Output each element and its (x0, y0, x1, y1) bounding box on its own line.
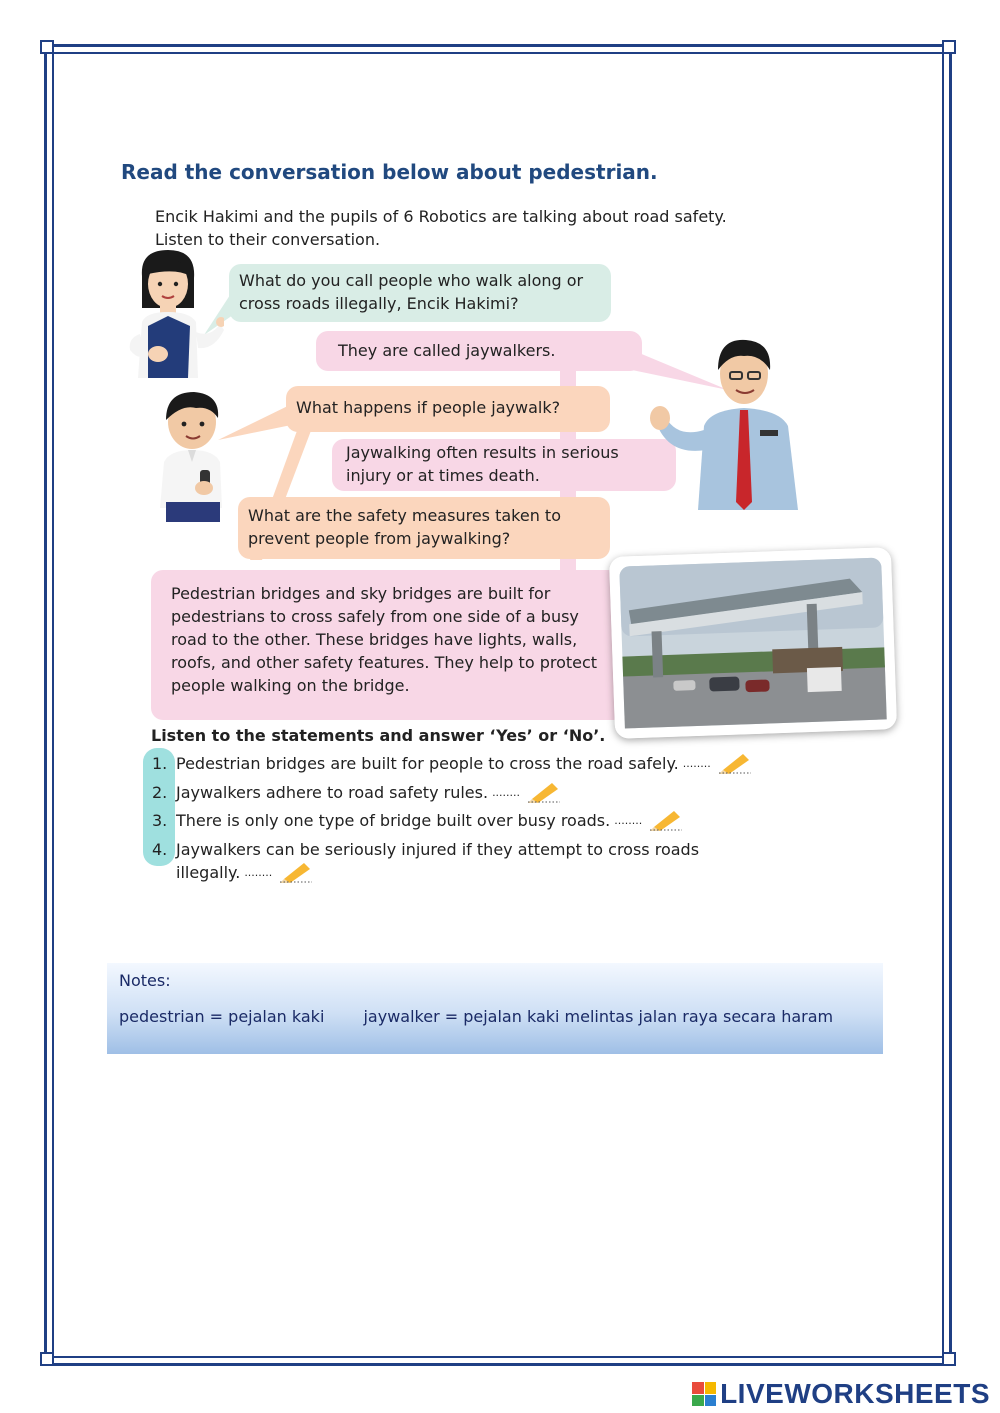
item-number: 4. (152, 839, 168, 859)
pencil-icon (717, 752, 751, 774)
glossary-jaywalker: jaywalker = pejalan kaki melintas jalan raya secara haram (363, 1007, 834, 1026)
task-item-continuation (152, 861, 751, 890)
answer-dots: ........ (682, 757, 711, 770)
answer-blank[interactable] (278, 861, 312, 890)
item-text: illegally. (176, 863, 241, 882)
answer-dots: ........ (244, 866, 273, 879)
answer-dots: ........ (614, 814, 643, 827)
intro-line: Encik Hakimi and the pupils of 6 Robotics are talking about road safety. (155, 207, 727, 226)
glossary-pedestrian: pedestrian = pejalan kaki (119, 1007, 325, 1026)
task-item (152, 838, 751, 862)
teacher-encik-hakimi-illustration (648, 334, 804, 510)
liveworksheets-logo[interactable] (692, 1378, 990, 1410)
item-text: There is only one type of bridge built over busy roads. (176, 811, 611, 830)
brand-name: LIVEWORKSHEETS (720, 1378, 990, 1409)
bubble-line: injury or at times death. (346, 466, 540, 485)
task-list (152, 752, 751, 890)
notes-title: Notes: (119, 971, 171, 990)
bubble-line: prevent people from jaywalking? (248, 529, 511, 548)
speech-bubble-boy (286, 386, 610, 432)
speech-bubble-teacher (332, 439, 676, 491)
pencil-icon (278, 861, 312, 883)
corner-ornament (40, 1352, 54, 1366)
answer-dots: ........ (492, 785, 521, 799)
speech-bubble-teacher (316, 331, 642, 371)
bubble-line: What are the safety measures taken to (248, 506, 561, 525)
bubble-line: road to the other. These bridges have lights, walls, (171, 630, 578, 649)
bubble-line: What happens if people jaywalk? (296, 398, 561, 417)
bubble-line: What do you call people who walk along or (239, 271, 584, 290)
bubble-line: They are called jaywalkers. (338, 341, 556, 360)
corner-ornament (942, 1352, 956, 1366)
task-item (152, 809, 751, 838)
pencil-icon (648, 809, 682, 831)
pencil-icon (526, 781, 560, 803)
bubble-line: cross roads illegally, Encik Hakimi? (239, 294, 519, 313)
bridge-photo-image (609, 547, 897, 739)
intro-line: Listen to their conversation. (155, 230, 381, 249)
item-number: 1. (152, 754, 168, 773)
notes-box (107, 963, 883, 1054)
answer-blank[interactable] (717, 752, 751, 781)
answer-blank[interactable] (526, 781, 560, 810)
item-number: 2. (152, 782, 168, 802)
task-instruction: Listen to the statements and answer ‘Yes’ or ‘No’. (151, 726, 606, 745)
answer-blank[interactable] (648, 809, 682, 838)
girl-pupil-illustration (124, 246, 224, 378)
bubble-line: Jaywalking often results in serious (346, 443, 619, 462)
bubble-line: pedestrians to cross safely from one side of a busy (171, 607, 579, 626)
bubble-line: roofs, and other safety features. They help to protect (171, 653, 598, 672)
item-text: Pedestrian bridges are built for people to cross the road safely. (176, 754, 679, 773)
bubble-line: Pedestrian bridges and sky bridges are built for (171, 584, 551, 603)
item-text: Jaywalkers adhere to road safety rules. (176, 782, 489, 802)
speech-bubble-girl (229, 264, 611, 322)
item-text: Jaywalkers can be seriously injured if they attempt to cross roads (176, 839, 700, 859)
task-item (152, 781, 751, 810)
task-item (152, 752, 751, 781)
bubble-line: people walking on the bridge. (171, 676, 410, 695)
notes-glossary (119, 1007, 833, 1026)
boy-pupil-illustration (152, 390, 230, 522)
item-number: 3. (152, 811, 168, 830)
page-title: Read the conversation below about pedestrian. (121, 160, 658, 184)
logo-icon (692, 1382, 716, 1406)
pedestrian-bridge-photo (609, 547, 897, 739)
speech-bubble-boy (238, 497, 610, 559)
speech-bubble-teacher-answer (151, 570, 625, 720)
